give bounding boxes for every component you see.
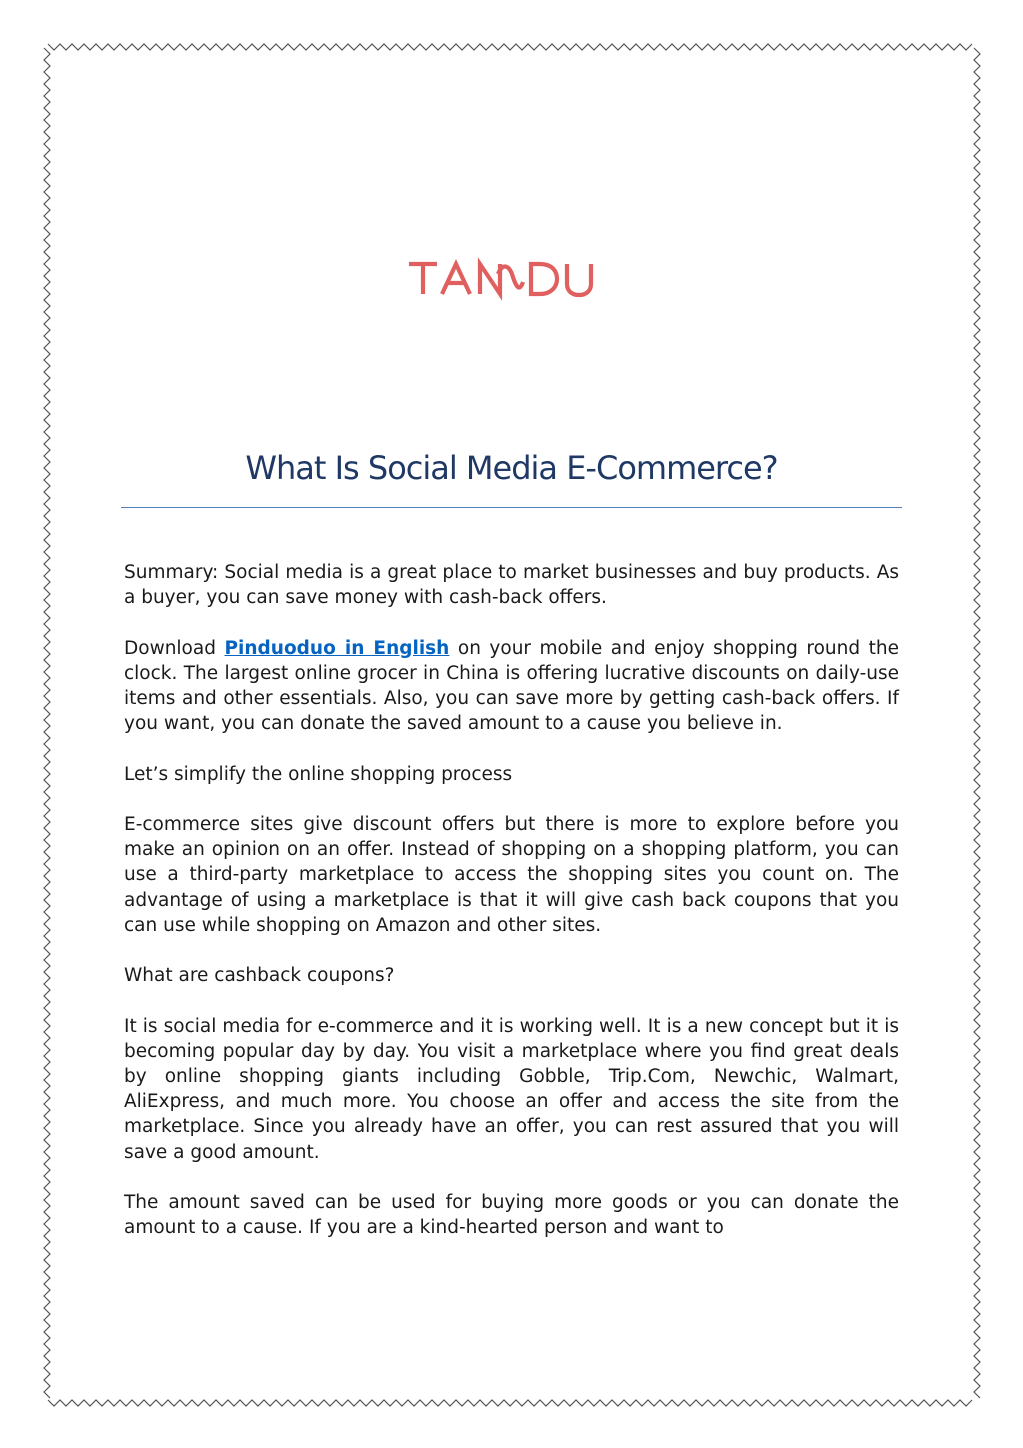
download-text-after: on your mobile and enjoy shopping round the clock. The largest online grocer in China is offering lucrative discounts on daily-use items and other essentials. Also, you can save more by getting cash-back offers. If you want, you can donate the saved amount to a cause you believe in. [124, 637, 899, 735]
download-paragraph [124, 636, 899, 737]
cashback-question-paragraph: What are cashback coupons? [124, 965, 395, 987]
tanndu-logo [407, 252, 599, 302]
download-text-before: Download [124, 637, 225, 659]
social-media-paragraph: It is social media for e-commerce and it is working well. It is a new concept but it is becoming popular day by day. You visit a marketplace where you find great deals by online shopping giants including Gobble, Trip.Com, Newchic, Walmart, AliExpress, and much more. You choose an offer and access the site from the marketplace. Since you already have an offer, you can rest assured that you will save a good amount. [124, 1015, 899, 1163]
title-underline-divider [121, 507, 902, 508]
article-body [124, 560, 899, 1266]
summary-paragraph: Summary: Social media is a great place to market businesses and buy products. As a buyer, you can save money with cash-back offers. [124, 562, 899, 609]
simplify-heading-paragraph: Let’s simplify the online shopping process [124, 763, 513, 785]
page-title: What Is Social Media E-Commerce? [245, 449, 778, 487]
amount-saved-paragraph: The amount saved can be used for buying more goods or you can donate the amount to a cause. If you are a kind-hearted person and want to [124, 1191, 899, 1239]
ecommerce-paragraph: E-commerce sites give discount offers but there is more to explore before you make an opinion on an offer. Instead of shopping on a shopping platform, you can use a third-party marketplace to access the shopping sites you count on. The advantage of using a marketplace is that it will give cash back coupons that you can use while shopping on Amazon and other sites. [124, 813, 899, 936]
pinduoduo-english-link[interactable]: Pinduoduo in English [224, 637, 450, 659]
